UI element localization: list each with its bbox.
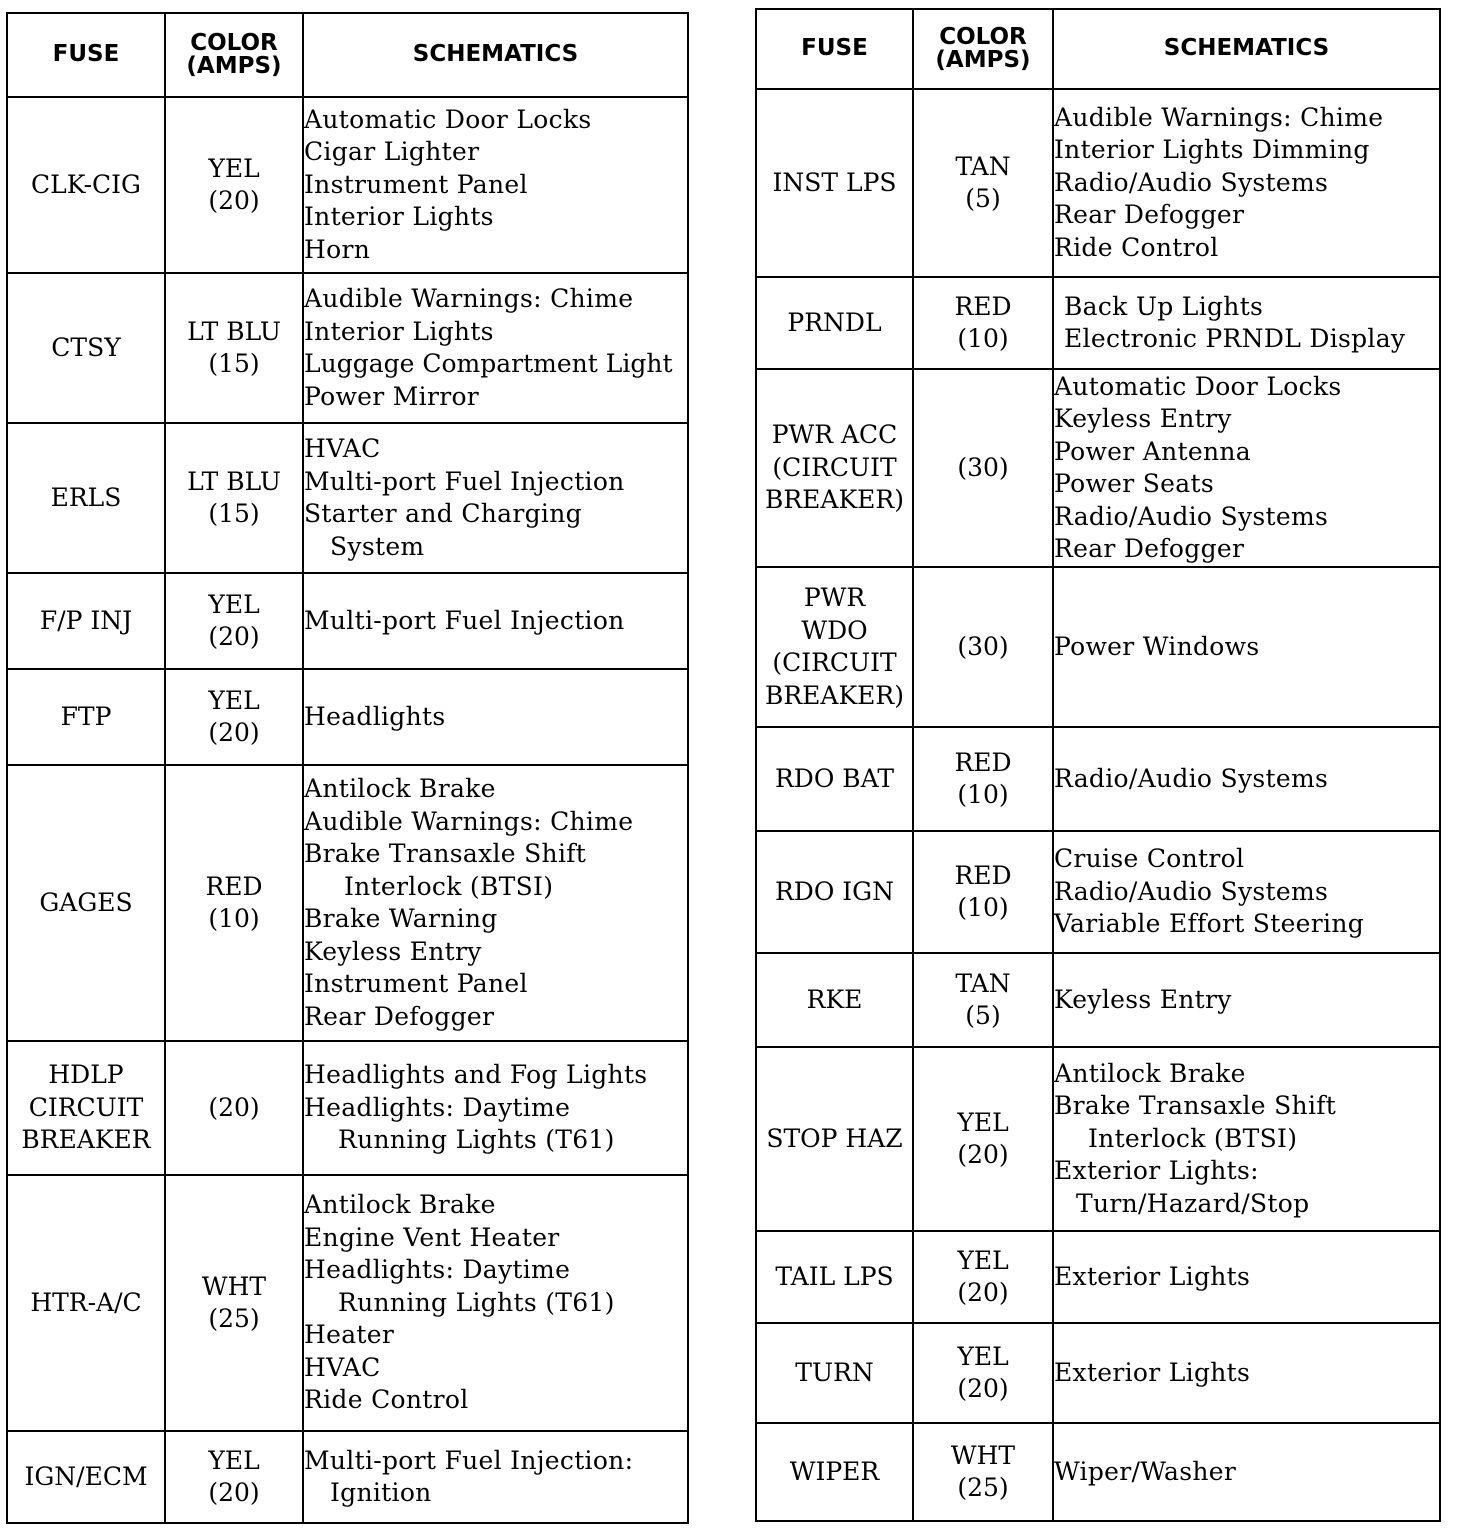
fuse-name: RKE [756,953,913,1047]
fuse-color-amps: RED (10) [165,765,303,1041]
fuse-name: RDO IGN [756,831,913,953]
schematic-item: Multi-port Fuel Injection: [304,1445,634,1475]
fuse-color-amps: (30) [913,369,1053,567]
table-row [756,831,1440,953]
schematic-item: Interior Lights [304,202,494,232]
schematic-item: Interlock (BTSI) [344,871,554,901]
schematic-item: Interlock (BTSI) [1088,1123,1298,1153]
schematic-item: Automatic Door Locks [1054,371,1342,401]
fuse-name: FTP [7,669,165,765]
schematic-item: Cigar Lighter [304,137,480,167]
schematic-item: Wiper/Washer [1054,1456,1237,1486]
schematic-item: Rear Defogger [1054,200,1245,230]
fuse-name: WIPER [756,1423,913,1521]
table-row [756,1047,1440,1231]
table-row [756,277,1440,369]
color-amps-column-header: COLOR (AMPS) [165,13,303,97]
schematic-item: HVAC [304,1352,381,1382]
schematic-item: Interior Lights Dimming [1054,135,1370,165]
schematics-list [1053,369,1440,567]
table-row [756,567,1440,727]
schematic-item: System [330,531,425,561]
table-row [756,1231,1440,1323]
schematic-item: Exterior Lights [1054,1261,1251,1291]
fuse-name: STOP HAZ [756,1047,913,1231]
fuse-color-amps: YEL (20) [913,1323,1053,1423]
schematic-item: Audible Warnings: Chime [1054,102,1384,132]
schematic-item: Ride Control [304,1385,469,1415]
schematics-list [1053,89,1440,277]
schematic-item: Keyless Entry [1054,984,1232,1014]
schematics-list [303,669,688,765]
schematics-list [1053,1231,1440,1323]
schematic-item: Engine Vent Heater [304,1222,560,1252]
schematic-item: Turn/Hazard/Stop [1076,1188,1310,1218]
fuse-color-amps: RED (10) [913,727,1053,831]
fuse-color-amps: RED (10) [913,277,1053,369]
fuse-name: IGN/ECM [7,1431,165,1523]
fuse-color-amps: WHT (25) [165,1175,303,1431]
fuse-name: HDLP CIRCUIT BREAKER [7,1041,165,1175]
schematic-item: Antilock Brake [304,774,496,803]
schematic-item: Electronic PRNDL Display [1064,324,1406,353]
schematics-list [303,765,688,1041]
fuse-color-amps: YEL (20) [913,1047,1053,1231]
schematics-list [1053,567,1440,727]
table-row [756,1323,1440,1423]
fuse-color-amps: (30) [913,567,1053,727]
table-row [756,369,1440,567]
header-row [7,13,688,97]
schematic-item: Variable Effort Steering [1054,909,1365,939]
fuse-color-amps: TAN (5) [913,89,1053,277]
schematic-item: Heater [304,1320,395,1350]
schematic-item: Power Mirror [304,381,480,411]
schematic-item: Rear Defogger [1054,534,1245,563]
fuse-name: CLK-CIG [7,97,165,273]
schematic-item: Headlights: Daytime [304,1092,571,1122]
schematic-item: Back Up Lights [1064,291,1264,321]
schematics-list [303,97,688,273]
schematics-list [1053,831,1440,953]
fuse-color-amps: RED (10) [913,831,1053,953]
fuse-color-amps: (20) [165,1041,303,1175]
table-row [7,1175,688,1431]
schematics-list [303,273,688,423]
schematic-item: Antilock Brake [304,1190,496,1220]
schematics-column-header: SCHEMATICS [1053,9,1440,89]
fuse-name: CTSY [7,273,165,423]
table-row [7,765,688,1041]
schematics-list [1053,277,1440,369]
schematic-item: Rear Defogger [304,1001,495,1031]
schematic-item: Running Lights (T61) [338,1287,615,1317]
schematic-item: Radio/Audio Systems [1054,763,1329,793]
schematic-item: Audible Warnings: Chime [304,806,634,836]
schematics-list [303,1431,688,1523]
schematic-item: Horn [304,234,371,264]
schematic-item: Starter and Charging [304,499,582,528]
schematics-list [1053,727,1440,831]
table-row [756,727,1440,831]
right-fuse-table [755,8,1441,1522]
schematics-list [1053,1323,1440,1423]
fuse-color-amps: LT BLU (15) [165,273,303,423]
schematic-item: Instrument Panel [304,969,528,998]
schematic-item: Keyless Entry [1054,404,1232,433]
fuse-name: PWR WDO (CIRCUIT BREAKER) [756,567,913,727]
schematic-item: Instrument Panel [304,169,528,199]
table-row [7,1431,688,1523]
fuse-name: HTR-A/C [7,1175,165,1431]
schematic-item: Cruise Control [1054,844,1245,874]
schematic-item: Antilock Brake [1054,1058,1246,1088]
schematic-item: Brake Warning [304,904,498,933]
schematics-list [1053,1047,1440,1231]
schematic-item: Brake Transaxle Shift [304,839,587,868]
schematic-item: Luggage Compartment Light [304,349,673,378]
schematic-item: Keyless Entry [304,936,482,966]
fuse-color-amps: TAN (5) [913,953,1053,1047]
fuse-color-amps: WHT (25) [913,1423,1053,1521]
table-row [756,1423,1440,1521]
schematics-list [303,1041,688,1175]
fuse-name: TURN [756,1323,913,1423]
schematic-item: Radio/Audio Systems [1054,876,1329,906]
color-amps-column-header: COLOR (AMPS) [913,9,1053,89]
schematic-item: Headlights and Fog Lights [304,1060,648,1090]
fuse-color-amps: YEL (20) [165,669,303,765]
schematics-list [303,1175,688,1431]
schematic-item: Running Lights (T61) [338,1125,615,1155]
schematic-item: Power Seats [1054,469,1214,498]
schematic-item: Headlights [304,701,446,731]
fuse-color-amps: YEL (20) [165,573,303,669]
schematic-item: Exterior Lights [1054,1357,1251,1387]
fuse-name: PRNDL [756,277,913,369]
schematic-item: Multi-port Fuel Injection [304,466,625,496]
schematic-item: Ride Control [1054,232,1219,262]
fuse-name: F/P INJ [7,573,165,669]
table-row [7,97,688,273]
fuse-name: INST LPS [756,89,913,277]
fuse-name: GAGES [7,765,165,1041]
schematic-item: Exterior Lights: [1054,1156,1259,1186]
schematic-item: Power Windows [1054,631,1260,661]
schematics-list [1053,953,1440,1047]
table-row [7,1041,688,1175]
schematics-list [303,423,688,573]
schematics-list [303,573,688,669]
table-row [7,423,688,573]
table-row [756,953,1440,1047]
fuse-name: PWR ACC (CIRCUIT BREAKER) [756,369,913,567]
fuse-color-amps: YEL (20) [913,1231,1053,1323]
schematic-item: Automatic Door Locks [304,104,592,134]
fuse-name: ERLS [7,423,165,573]
table-row [7,669,688,765]
schematic-item: Power Antenna [1054,436,1251,466]
schematic-item: Ignition [330,1478,432,1507]
schematics-column-header: SCHEMATICS [303,13,688,97]
schematic-item: Radio/Audio Systems [1054,167,1329,197]
fuse-name: RDO BAT [756,727,913,831]
table-row [7,573,688,669]
schematic-item: Interior Lights [304,316,494,346]
table-row [7,273,688,423]
fuse-name: TAIL LPS [756,1231,913,1323]
schematic-item: Headlights: Daytime [304,1255,571,1285]
schematic-item: Audible Warnings: Chime [304,284,634,313]
fuse-column-header: FUSE [756,9,913,89]
fuse-color-amps: LT BLU (15) [165,423,303,573]
schematics-list [1053,1423,1440,1521]
schematic-item: HVAC [304,434,381,463]
header-row [756,9,1440,89]
schematic-item: Brake Transaxle Shift [1054,1091,1337,1121]
schematic-item: Multi-port Fuel Injection [304,605,625,635]
fuse-color-amps: YEL (20) [165,1431,303,1523]
fuse-column-header: FUSE [7,13,165,97]
fuse-color-amps: YEL (20) [165,97,303,273]
table-row [756,89,1440,277]
left-fuse-table [6,12,689,1524]
schematic-item: Radio/Audio Systems [1054,501,1329,531]
